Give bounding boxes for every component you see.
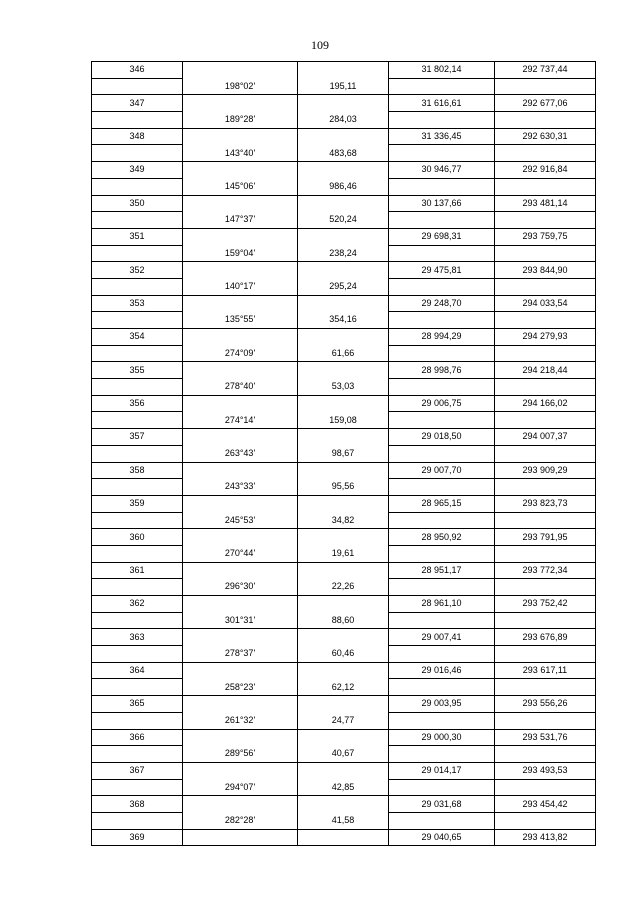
point-number: 349	[92, 162, 183, 179]
direction-angle: 301°31'	[183, 612, 298, 629]
x-coordinate: 29 007,41	[389, 629, 495, 646]
point-row	[92, 529, 596, 546]
point-cell	[92, 812, 183, 829]
direction-angle: 140°17'	[183, 278, 298, 295]
segment-row	[92, 579, 596, 596]
y-cell	[495, 78, 596, 95]
distance-cell	[298, 329, 389, 346]
segment-length: 195,11	[298, 78, 389, 95]
point-number: 369	[92, 829, 183, 846]
direction-angle: 278°40'	[183, 379, 298, 396]
segment-length: 95,56	[298, 479, 389, 496]
x-coordinate: 28 998,76	[389, 362, 495, 379]
y-cell	[495, 145, 596, 162]
distance-cell	[298, 629, 389, 646]
point-cell	[92, 145, 183, 162]
segment-length: 284,03	[298, 112, 389, 129]
point-number: 355	[92, 362, 183, 379]
direction-angle: 261°32'	[183, 712, 298, 729]
y-coordinate: 293 759,75	[495, 228, 596, 245]
y-coordinate: 293 531,76	[495, 729, 596, 746]
segment-row	[92, 245, 596, 262]
x-cell	[389, 479, 495, 496]
point-number: 360	[92, 529, 183, 546]
direction-angle: 289°56'	[183, 746, 298, 763]
angle-cell	[183, 696, 298, 713]
y-coordinate: 293 676,89	[495, 629, 596, 646]
segment-row	[92, 712, 596, 729]
y-coordinate: 292 737,44	[495, 62, 596, 79]
angle-cell	[183, 796, 298, 813]
distance-cell	[298, 796, 389, 813]
point-number: 352	[92, 262, 183, 279]
point-cell	[92, 379, 183, 396]
point-row	[92, 796, 596, 813]
segment-row	[92, 746, 596, 763]
direction-angle: 143°40'	[183, 145, 298, 162]
y-cell	[495, 712, 596, 729]
x-coordinate: 28 950,92	[389, 529, 495, 546]
x-cell	[389, 379, 495, 396]
y-coordinate: 294 279,93	[495, 329, 596, 346]
distance-cell	[298, 562, 389, 579]
point-cell	[92, 612, 183, 629]
point-row	[92, 329, 596, 346]
x-cell	[389, 746, 495, 763]
point-row	[92, 696, 596, 713]
y-cell	[495, 212, 596, 229]
point-number: 350	[92, 195, 183, 212]
distance-cell	[298, 128, 389, 145]
point-number: 364	[92, 662, 183, 679]
point-number: 359	[92, 495, 183, 512]
y-coordinate: 293 791,95	[495, 529, 596, 546]
x-coordinate: 29 031,68	[389, 796, 495, 813]
segment-length: 61,66	[298, 345, 389, 362]
point-cell	[92, 712, 183, 729]
segment-length: 40,67	[298, 746, 389, 763]
segment-row	[92, 512, 596, 529]
point-row	[92, 462, 596, 479]
point-cell	[92, 412, 183, 429]
point-cell	[92, 245, 183, 262]
segment-row	[92, 679, 596, 696]
point-row	[92, 729, 596, 746]
direction-angle: 274°14'	[183, 412, 298, 429]
y-coordinate: 292 677,06	[495, 95, 596, 112]
segment-row	[92, 445, 596, 462]
y-coordinate: 294 166,02	[495, 395, 596, 412]
angle-cell	[183, 762, 298, 779]
direction-angle: 296°30'	[183, 579, 298, 596]
x-cell	[389, 312, 495, 329]
segment-row	[92, 812, 596, 829]
direction-angle: 263°43'	[183, 445, 298, 462]
point-number: 363	[92, 629, 183, 646]
segment-row	[92, 612, 596, 629]
segment-length: 986,46	[298, 178, 389, 195]
point-cell	[92, 112, 183, 129]
point-row	[92, 562, 596, 579]
segment-row	[92, 212, 596, 229]
point-row	[92, 662, 596, 679]
distance-cell	[298, 395, 389, 412]
distance-cell	[298, 596, 389, 613]
segment-row	[92, 145, 596, 162]
y-coordinate: 293 823,73	[495, 495, 596, 512]
point-row	[92, 195, 596, 212]
x-coordinate: 29 006,75	[389, 395, 495, 412]
coordinates-table	[91, 61, 596, 846]
point-cell	[92, 479, 183, 496]
x-coordinate: 28 994,29	[389, 329, 495, 346]
x-coordinate: 29 475,81	[389, 262, 495, 279]
point-number: 362	[92, 596, 183, 613]
x-coordinate: 30 946,77	[389, 162, 495, 179]
angle-cell	[183, 295, 298, 312]
point-cell	[92, 679, 183, 696]
segment-row	[92, 112, 596, 129]
point-row	[92, 829, 596, 846]
distance-cell	[298, 829, 389, 846]
y-coordinate: 293 454,42	[495, 796, 596, 813]
x-cell	[389, 112, 495, 129]
angle-cell	[183, 329, 298, 346]
direction-angle: 135°55'	[183, 312, 298, 329]
direction-angle: 145°06'	[183, 178, 298, 195]
direction-angle: 189°28'	[183, 112, 298, 129]
point-row	[92, 596, 596, 613]
distance-cell	[298, 529, 389, 546]
distance-cell	[298, 295, 389, 312]
angle-cell	[183, 95, 298, 112]
direction-angle: 274°09'	[183, 345, 298, 362]
angle-cell	[183, 495, 298, 512]
y-cell	[495, 579, 596, 596]
direction-angle: 258°23'	[183, 679, 298, 696]
point-row	[92, 429, 596, 446]
point-row	[92, 495, 596, 512]
segment-row	[92, 379, 596, 396]
x-coordinate: 29 016,46	[389, 662, 495, 679]
direction-angle: 282°28'	[183, 812, 298, 829]
segment-length: 238,24	[298, 245, 389, 262]
x-cell	[389, 646, 495, 663]
point-number: 347	[92, 95, 183, 112]
point-number: 366	[92, 729, 183, 746]
point-number: 365	[92, 696, 183, 713]
distance-cell	[298, 429, 389, 446]
segment-length: 520,24	[298, 212, 389, 229]
segment-length: 42,85	[298, 779, 389, 796]
x-coordinate: 31 616,61	[389, 95, 495, 112]
x-coordinate: 30 137,66	[389, 195, 495, 212]
direction-angle: 159°04'	[183, 245, 298, 262]
angle-cell	[183, 228, 298, 245]
direction-angle: 245°53'	[183, 512, 298, 529]
point-row	[92, 395, 596, 412]
x-cell	[389, 245, 495, 262]
point-number: 368	[92, 796, 183, 813]
angle-cell	[183, 462, 298, 479]
x-cell	[389, 178, 495, 195]
x-cell	[389, 278, 495, 295]
y-coordinate: 293 752,42	[495, 596, 596, 613]
point-cell	[92, 345, 183, 362]
angle-cell	[183, 362, 298, 379]
direction-angle: 278°37'	[183, 646, 298, 663]
point-row	[92, 629, 596, 646]
y-cell	[495, 612, 596, 629]
y-coordinate: 293 556,26	[495, 696, 596, 713]
segment-length: 19,61	[298, 545, 389, 562]
y-cell	[495, 512, 596, 529]
distance-cell	[298, 62, 389, 79]
y-coordinate: 294 033,54	[495, 295, 596, 312]
distance-cell	[298, 462, 389, 479]
x-cell	[389, 78, 495, 95]
point-row	[92, 295, 596, 312]
point-cell	[92, 278, 183, 295]
point-number: 348	[92, 128, 183, 145]
x-cell	[389, 812, 495, 829]
segment-length: 159,08	[298, 412, 389, 429]
point-row	[92, 62, 596, 79]
segment-length: 34,82	[298, 512, 389, 529]
point-row	[92, 362, 596, 379]
point-cell	[92, 545, 183, 562]
x-coordinate: 29 248,70	[389, 295, 495, 312]
x-cell	[389, 412, 495, 429]
point-number: 351	[92, 228, 183, 245]
x-cell	[389, 679, 495, 696]
angle-cell	[183, 529, 298, 546]
distance-cell	[298, 195, 389, 212]
segment-length: 295,24	[298, 278, 389, 295]
point-number: 358	[92, 462, 183, 479]
segment-row	[92, 545, 596, 562]
x-cell	[389, 145, 495, 162]
angle-cell	[183, 662, 298, 679]
segment-length: 483,68	[298, 145, 389, 162]
segment-length: 88,60	[298, 612, 389, 629]
point-cell	[92, 746, 183, 763]
point-number: 356	[92, 395, 183, 412]
x-coordinate: 29 003,95	[389, 696, 495, 713]
y-cell	[495, 178, 596, 195]
angle-cell	[183, 429, 298, 446]
segment-length: 41,58	[298, 812, 389, 829]
point-number: 367	[92, 762, 183, 779]
point-row	[92, 762, 596, 779]
y-coordinate: 293 844,90	[495, 262, 596, 279]
point-cell	[92, 78, 183, 95]
segment-row	[92, 646, 596, 663]
angle-cell	[183, 395, 298, 412]
y-coordinate: 293 481,14	[495, 195, 596, 212]
y-coordinate: 294 007,37	[495, 429, 596, 446]
y-cell	[495, 646, 596, 663]
segment-length: 22,26	[298, 579, 389, 596]
page-number: 109	[311, 38, 329, 52]
direction-angle: 270°44'	[183, 545, 298, 562]
segment-row	[92, 178, 596, 195]
distance-cell	[298, 495, 389, 512]
segment-row	[92, 278, 596, 295]
distance-cell	[298, 696, 389, 713]
point-number: 353	[92, 295, 183, 312]
y-cell	[495, 278, 596, 295]
segment-length: 53,03	[298, 379, 389, 396]
distance-cell	[298, 95, 389, 112]
y-cell	[495, 245, 596, 262]
point-cell	[92, 212, 183, 229]
point-number: 354	[92, 329, 183, 346]
segment-length: 60,46	[298, 646, 389, 663]
point-number: 361	[92, 562, 183, 579]
distance-cell	[298, 662, 389, 679]
y-cell	[495, 746, 596, 763]
y-cell	[495, 445, 596, 462]
x-coordinate: 28 961,10	[389, 596, 495, 613]
point-row	[92, 162, 596, 179]
point-cell	[92, 512, 183, 529]
point-row	[92, 128, 596, 145]
angle-cell	[183, 195, 298, 212]
angle-cell	[183, 729, 298, 746]
distance-cell	[298, 762, 389, 779]
segment-row	[92, 412, 596, 429]
direction-angle: 243°33'	[183, 479, 298, 496]
x-cell	[389, 612, 495, 629]
segment-row	[92, 78, 596, 95]
y-cell	[495, 779, 596, 796]
y-coordinate: 293 413,82	[495, 829, 596, 846]
x-coordinate: 29 014,17	[389, 762, 495, 779]
point-cell	[92, 646, 183, 663]
point-number: 357	[92, 429, 183, 446]
y-coordinate: 293 493,53	[495, 762, 596, 779]
x-cell	[389, 345, 495, 362]
segment-length: 354,16	[298, 312, 389, 329]
angle-cell	[183, 62, 298, 79]
y-cell	[495, 112, 596, 129]
x-coordinate: 28 951,17	[389, 562, 495, 579]
x-cell	[389, 712, 495, 729]
direction-angle: 198°02'	[183, 78, 298, 95]
point-number: 346	[92, 62, 183, 79]
angle-cell	[183, 128, 298, 145]
point-row	[92, 95, 596, 112]
x-cell	[389, 779, 495, 796]
angle-cell	[183, 262, 298, 279]
x-coordinate: 31 802,14	[389, 62, 495, 79]
x-cell	[389, 545, 495, 562]
distance-cell	[298, 228, 389, 245]
segment-row	[92, 345, 596, 362]
x-coordinate: 29 040,65	[389, 829, 495, 846]
segment-row	[92, 779, 596, 796]
segment-row	[92, 479, 596, 496]
angle-cell	[183, 596, 298, 613]
x-cell	[389, 212, 495, 229]
distance-cell	[298, 362, 389, 379]
point-cell	[92, 312, 183, 329]
y-cell	[495, 345, 596, 362]
point-cell	[92, 445, 183, 462]
y-coordinate: 293 909,29	[495, 462, 596, 479]
x-coordinate: 28 965,15	[389, 495, 495, 512]
y-cell	[495, 679, 596, 696]
point-row	[92, 262, 596, 279]
segment-length: 62,12	[298, 679, 389, 696]
x-coordinate: 29 018,50	[389, 429, 495, 446]
y-cell	[495, 812, 596, 829]
y-coordinate: 293 617,11	[495, 662, 596, 679]
angle-cell	[183, 829, 298, 846]
distance-cell	[298, 162, 389, 179]
x-cell	[389, 579, 495, 596]
point-cell	[92, 779, 183, 796]
coordinates-table-body	[92, 62, 596, 846]
x-coordinate: 29 000,30	[389, 729, 495, 746]
x-coordinate: 31 336,45	[389, 128, 495, 145]
segment-length: 98,67	[298, 445, 389, 462]
angle-cell	[183, 629, 298, 646]
x-coordinate: 29 698,31	[389, 228, 495, 245]
point-cell	[92, 579, 183, 596]
segment-length: 24,77	[298, 712, 389, 729]
distance-cell	[298, 262, 389, 279]
y-cell	[495, 545, 596, 562]
y-cell	[495, 412, 596, 429]
y-coordinate: 294 218,44	[495, 362, 596, 379]
point-row	[92, 228, 596, 245]
x-cell	[389, 512, 495, 529]
direction-angle: 147°37'	[183, 212, 298, 229]
angle-cell	[183, 162, 298, 179]
y-coordinate: 292 630,31	[495, 128, 596, 145]
x-coordinate: 29 007,70	[389, 462, 495, 479]
y-cell	[495, 379, 596, 396]
x-cell	[389, 445, 495, 462]
y-coordinate: 292 916,84	[495, 162, 596, 179]
y-cell	[495, 312, 596, 329]
y-coordinate: 293 772,34	[495, 562, 596, 579]
angle-cell	[183, 562, 298, 579]
point-cell	[92, 178, 183, 195]
segment-row	[92, 312, 596, 329]
direction-angle: 294°07'	[183, 779, 298, 796]
y-cell	[495, 479, 596, 496]
distance-cell	[298, 729, 389, 746]
